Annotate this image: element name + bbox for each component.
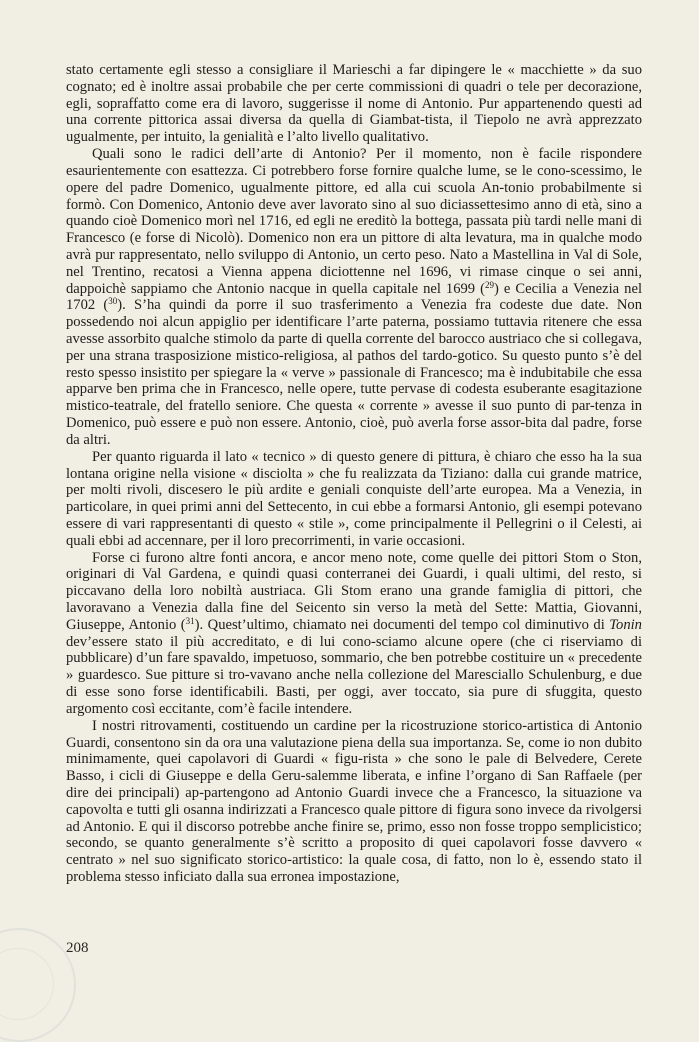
paragraph xyxy=(66,550,642,718)
paragraph xyxy=(66,449,642,550)
footnote-ref: 31 xyxy=(185,615,195,626)
italic-term: Tonin xyxy=(609,616,642,633)
paragraph xyxy=(66,62,642,146)
text-run: ) e Cecilia a Venezia nel 1702 ( xyxy=(66,280,643,314)
text-run: dev’essere stato il più accreditato, e di lui cono-sciamo alcune opere (che ci riserviamo di pubblicare) d’un fare spavaldo, impetuoso, sommario, che ben potrebbe costituire un « precedente » guardesco. Sue pitture si tro-vavano anche nella collezione del Maresciallo Schulenburg, e due di esse sono forse identificabili. Basti, per oggi, aver toccato, sia pure di sfuggita, questo argomento così eccitante, com’è facile intendere. xyxy=(66,633,642,717)
footnote-ref: 29 xyxy=(485,279,494,290)
text-run: stato certamente egli stesso a consigliare il Marieschi a far dipingere le « macchiette » da suo cognato; ed è inoltre assai probabile che per certe commissioni di quadri o tele per decorazione, egli, sopraffatto come era di lavoro, suggerisse il nome di Antonio. Pur appartenendo questi ad una corrente pittorica assai diversa da quella di Giambat-tista, il Tiepolo ne avrà apprezzato ugualmente, per intuito, la genialità e l’alto livello qualitativo. xyxy=(66,62,642,146)
footnote-ref: 30 xyxy=(108,296,118,307)
text-run: ). S’ha quindi da porre il suo trasferimento a Venezia fra codeste due date. Non possedendo noi alcun appiglio per identificare l’arte paterna, possiamo tuttavia ritenere che essa avesse assorbito qualche stimolo da parte di quella corrente del barocco austriaco che si collegava, per una strana trasposizione mistico-religiosa, al pathos del tardo-gotico. Su questo punto s’è del resto spesso insistito per spiegare la « verve » passionale di Francesco; ma è indubitabile che essa apparve ben prima che in Francesco, nelle opere, tutte pervase di codesta esuberante esagitazione mistico-teatrale, del fratello seniore. Che questa « corrente » avesse il suo punto di par-tenza in Domenico, può essere e può non essere. Antonio, cioè, può averla forse assor-bita dal padre, forse da altri. xyxy=(66,297,642,448)
text-run: ). Quest’ultimo, chiamato nei documenti del tempo col diminutivo di xyxy=(194,616,610,633)
body-text xyxy=(66,62,642,886)
paragraph xyxy=(66,718,642,886)
text-run: I nostri ritrovamenti, costituendo un cardine per la ricostruzione storico-artistica di Antonio Guardi, consentono sin da ora una valutazione piena della sua importanza. Se, come io non dubito minimamente, quei capolavori di Guardi « figu-rista » che sono le pale di Belvedere, Cerete Basso, i cicli di Giuseppe e della Geru-salemme liberata, e infine l’organo di San Raffaele (per dire dei principali) ap-partengono ad Antonio Guardi invece che a Francesco, la situazione va capovolta e tutti gli osanna indirizzati a Francesco quale pittore di figura sono invece da rivolgersi ad Antonio. E qui il discorso potrebbe anche finire se, primo, esso non fosse troppo semplicistico; secondo, se quanto generalmente s’è scritto a proposito di quei capolavori fosse davvero « centrato » nel suo significato storico-artistico: la quale cosa, di fatto, non lo è, essendo stato il problema stesso inficiato dalla sua erronea impostazione, xyxy=(66,717,642,885)
text-run: Per quanto riguarda il lato « tecnico » di questo genere di pittura, è chiaro che esso ha la sua lontana origine nella visione « disciolta » che fu realizzata da Tiziano: dalla cui grande matrice, per molti rivoli, discesero le più ardite e geniali conquiste dell’arte europea. Ma a Venezia, in particolare, in quei primi anni del Settecento, in cui ebbe a formarsi Antonio, gli esempi potevano essere di vari rappresentanti di questo « stile », come principalmente il Pellegrini o il Celesti, ai quali ebbi ad accennare, per il loro precorrimenti, in varie occasioni. xyxy=(66,448,642,549)
text-run: Quali sono le radici dell’arte di Antonio? Per il momento, non è facile rispondere esaurientemente con esattezza. Ci potrebbero forse fornire qualche lume, se le cono-scessimo, le opere del padre Domenico, ugualmente pittore, ed alla cui scuola An-tonio probabilmente si formò. Con Domenico, Antonio deve aver lavorato sino al suo diciassettesimo anno di età, sino a quando cioè Domenico morì nel 1716, ed egli ne ereditò la bottega, passata più tardi nelle mani di Francesco (e forse di Nicolò). Domenico non era un pittore di alta levatura, ma in qualche modo avrà pur rappresentato, nello sviluppo di Antonio, un certo peso. Nato a Mastellina in Val di Sole, nel Trentino, recatosi a Vienna appena diciottenne nel 1696, vi rimase cinque o sei anni, dappoichè sappiamo che Antonio nacque in quella capitale nel 1699 ( xyxy=(66,146,642,297)
page-number: 208 xyxy=(66,940,89,956)
text-run: Forse ci furono altre fonti ancora, e ancor meno note, come quelle dei pittori Stom o Ston, originari di Val Gardena, e quindi quasi conterranei dei Guardi, i quali ultimi, del resto, si piccavano della loro nobiltà austriaca. Gli Stom erano una grande famiglia di pittori, che lavoravano a Venezia dalla fine del Seicento sin verso la metà del Sette: Mattia, Giovanni, Giuseppe, Antonio ( xyxy=(66,549,642,633)
paragraph xyxy=(66,146,642,449)
